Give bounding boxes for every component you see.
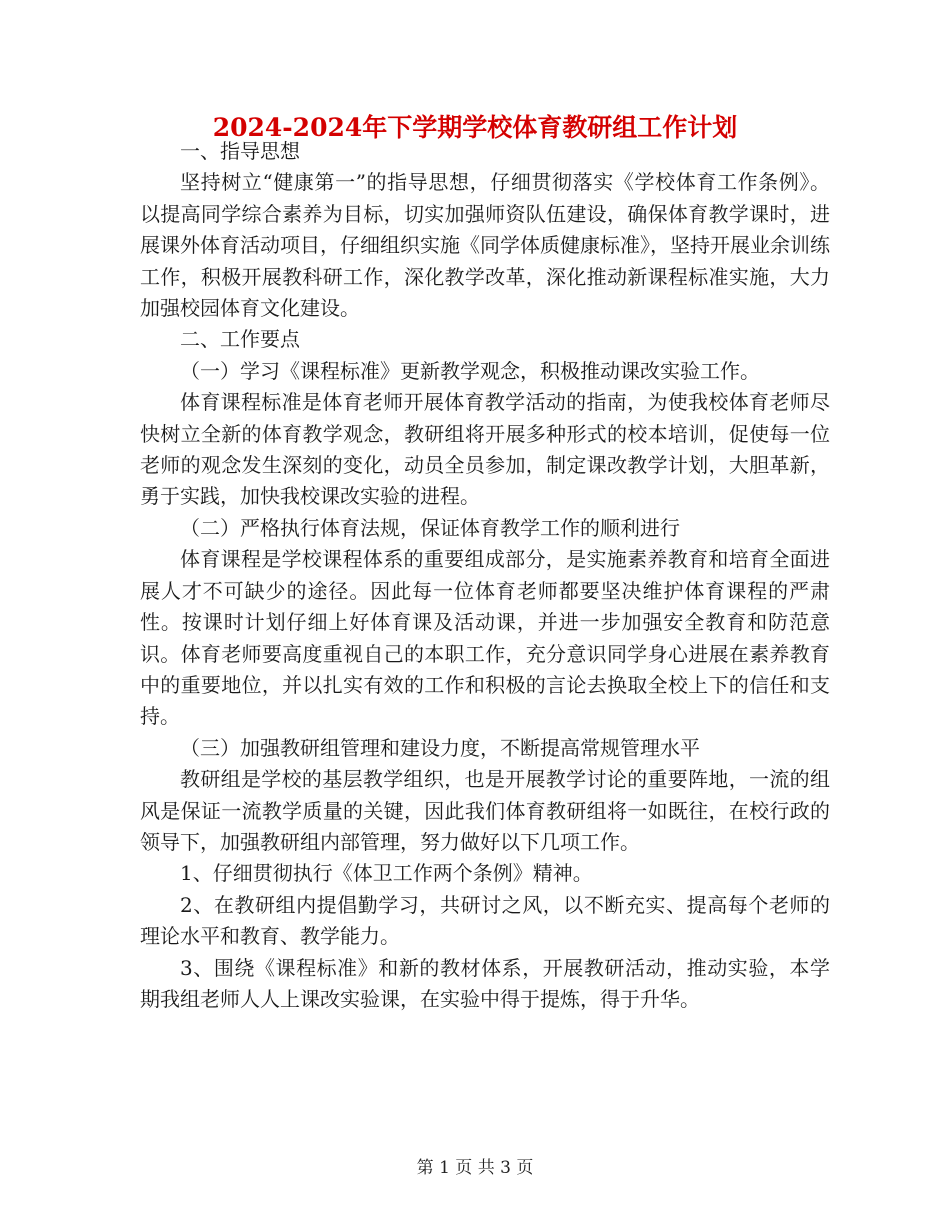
subheading-curriculum-standard: （一）学习《课程标准》更新教学观念，积极推动课改实验工作。	[180, 358, 760, 383]
list-item-1: 1、仔细贯彻执行《体卫工作两个条例》精神。	[180, 861, 593, 886]
page-number-footer: 第 1 页 共 3 页	[416, 1158, 534, 1178]
subheading-sports-regulations: （二）严格执行体育法规，保证体育教学工作的顺利进行	[180, 515, 680, 540]
list-item-3: 3、围绕《课程标准》和新的教材体系，开展教研活动，推动实验，本学期我组老师人人上课改实验课，在实验中得于提炼，得于升华。	[140, 955, 830, 1011]
paragraph-curriculum-standard: 体育课程标准是体育老师开展体育教学活动的指南，为使我校体育老师尽快树立全新的体育教学观念，教研组将开展多种形式的校本培训，促使每一位老师的观念发生深刻的变化，动员全员参加，制定课改教学计划，大胆革新，勇于实践，加快我校课改实验的进程。	[140, 390, 830, 509]
section-heading-guiding-ideology: 一、指导思想	[180, 139, 300, 163]
paragraph-sports-regulations: 体育课程是学校课程体系的重要组成部分，是实施素养教育和培育全面进展人才不可缺少的途径。因此每一位体育老师都要坚决维护体育课程的严肃性。按课时计划仔细上好体育课及活动课，并进一步加强安全教育和防范意识。体育老师要高度重视自己的本职工作，充分意识同学身心进展在素养教育中的重要地位，并以扎实有效的工作和积极的言论去换取全校上下的信任和支持。	[140, 547, 830, 729]
document-body	[140, 136, 830, 1015]
paragraph-guiding-ideology: 坚持树立“健康第一”的指导思想，仔细贯彻落实《学校体育工作条例》。以提高同学综合素养为目标，切实加强师资队伍建设，确保体育教学课时，进展课外体育活动项目，仔细组织实施《同学体质健康标准》，坚持开展业余训练工作，积极开展教科研工作，深化教学改革，深化推动新课程标准实施，大力加强校园体育文化建设。	[140, 170, 830, 321]
paragraph-group-management: 教研组是学校的基层教学组织，也是开展教学讨论的重要阵地，一流的组风是保证一流教学质量的关键，因此我们体育教研组将一如既往，在校行政的领导下，加强教研组内部管理，努力做好以下几项工作。	[140, 767, 830, 854]
section-heading-work-points: 二、工作要点	[180, 327, 300, 352]
list-item-2: 2、在教研组内提倡勤学习，共研讨之风，以不断充实、提高每个老师的理论水平和教育、教学能力。	[140, 892, 830, 949]
subheading-group-management: （三）加强教研组管理和建设力度，不断提高常规管理水平	[180, 735, 700, 760]
document-title: 2024-2024年下学期学校体育教研组工作计划	[212, 113, 738, 142]
